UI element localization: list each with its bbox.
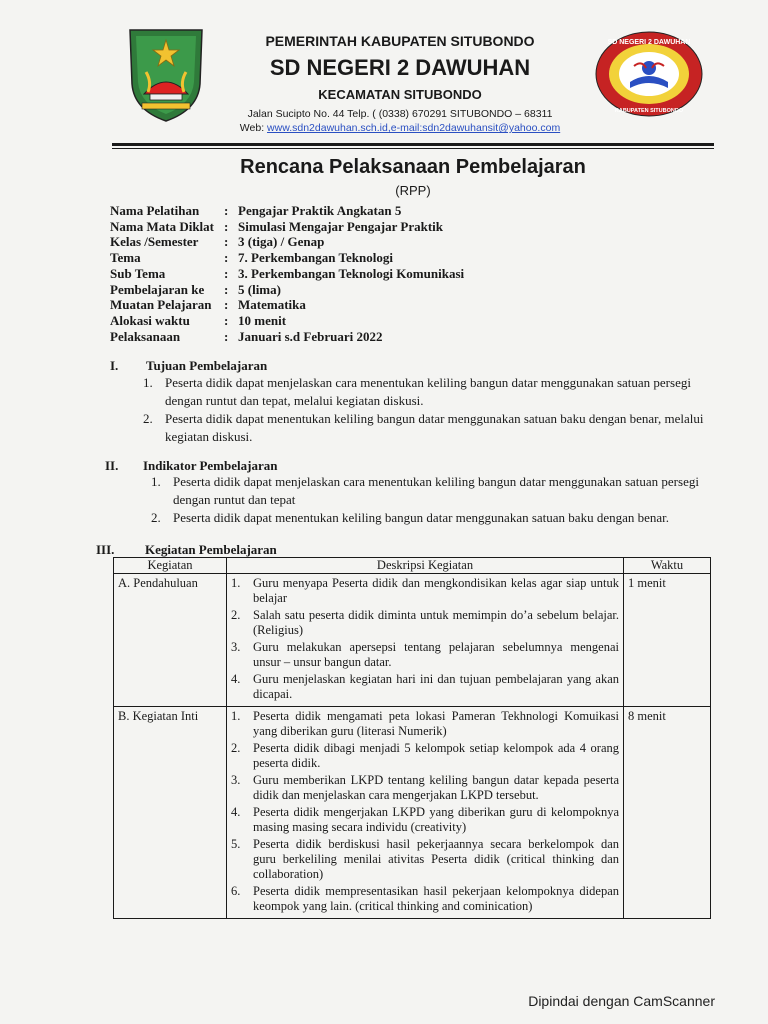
meta-row: Pelaksanaan : Januari s.d Februari 2022	[110, 328, 383, 344]
meta-row: Tema : 7. Perkembangan Teknologi	[110, 250, 393, 266]
district-name: KECAMATAN SITUBONDO	[318, 87, 482, 102]
row-kegiatan-name: A. Pendahuluan	[114, 574, 227, 707]
header-deskripsi: Deskripsi Kegiatan	[227, 558, 624, 574]
meta-row: Nama Mata Diklat : Simulasi Mengajar Pengajar Praktik	[110, 218, 443, 234]
web-label: Web:	[239, 122, 268, 134]
table-header-row	[114, 558, 711, 574]
list-item: 2. Peserta didik dibagi menjadi 5 kelompok setiap kelompok ada 4 orang peserta didik.	[231, 741, 619, 770]
scanner-watermark: Dipindai dengan CamScanner	[528, 993, 715, 1009]
meta-row: Alokasi waktu : 10 menit	[110, 312, 287, 328]
row-waktu: 8 menit	[624, 707, 711, 919]
letterhead-rule-thin	[112, 148, 714, 149]
doc-title: Rencana Pelaksanaan Pembelajaran	[240, 156, 586, 178]
table-row	[114, 574, 711, 707]
web-link[interactable]: www.sdn2dawuhan.sch.id,e-mail:sdn2dawuhansit@yahoo.com	[267, 122, 561, 134]
list-item: 4. Guru menjelaskan kegiatan hari ini dan tujuan pembelajaran yang akan dicapai.	[231, 672, 619, 701]
meta-info	[110, 203, 464, 344]
web-line	[210, 122, 590, 134]
list-item: 2. Peserta didik dapat menentukan keliling bangun datar menggunakan satuan baku dengan benar, melalui kegiatan diskusi.	[143, 411, 704, 444]
list-item: 2. Peserta didik dapat menentukan keliling bangun datar menggunakan satuan baku dengan benar.	[151, 510, 670, 525]
letterhead-rule-thick	[112, 143, 714, 146]
list-item: 1. Peserta didik dapat menjelaskan cara menentukan keliling bangun datar menggunakan satuan persegi dengan runtut dan tepat, melalui kegiatan diskusi.	[143, 375, 691, 408]
list-item: 1. Peserta didik mengamati peta lokasi Pameran Tekhnologi Komuikasi yang diberikan guru (literasi Numerik)	[231, 709, 619, 738]
seal-top-text: SD NEGERI 2 DAWUHAN	[607, 39, 691, 46]
tujuan-list	[143, 374, 713, 446]
list-item: 5. Peserta didik berdiskusi hasil pekerjaannya secara berkelompok dan guru berkeliling menilai ativitas Peserta didik (critical thinking dan collaboration)	[231, 837, 619, 881]
header-waktu: Waktu	[624, 558, 711, 574]
meta-row: Nama Pelatihan : Pengajar Praktik Angkatan 5	[110, 203, 402, 218]
list-item: 1. Guru menyapa Peserta didik dan mengkondisikan kelas agar siap untuk belajar	[231, 576, 619, 605]
kegiatan-table	[113, 557, 711, 919]
indikator-list	[151, 473, 713, 528]
row-waktu: 1 menit	[624, 574, 711, 707]
meta-row: Kelas /Semester : 3 (tiga) / Genap	[110, 234, 325, 250]
row-deskripsi	[227, 707, 624, 919]
table-row	[114, 707, 711, 919]
list-item: 4. Peserta didik mengerjakan LKPD yang diberikan guru di kelompoknya masing masing secara individu (creativity)	[231, 805, 619, 834]
list-item: 3. Guru melakukan apersepsi tentang pelajaran sebelumnya mengenai unsur – unsur bangun datar.	[231, 640, 619, 669]
doc-subtitle: (RPP)	[395, 183, 431, 198]
list-item: 6. Peserta didik mempresentasikan hasil pekerjaan kelompoknya didepan keompok yang lain. (critical thinking and cominication)	[231, 884, 619, 913]
list-item: 1. Peserta didik dapat menjelaskan cara menentukan keliling bangun datar menggunakan satuan persegi dengan runtut dan tepat	[151, 474, 699, 507]
regency-emblem-logo	[126, 24, 206, 124]
meta-row: Pembelajaran ke : 5 (lima)	[110, 281, 281, 297]
school-address: Jalan Sucipto No. 44 Telp. ( (0338) 670291 SITUBONDO – 68311	[247, 108, 553, 120]
row-kegiatan-name: B. Kegiatan Inti	[114, 707, 227, 919]
meta-row: Muatan Pelajaran : Matematika	[110, 297, 306, 313]
header-kegiatan: Kegiatan	[114, 558, 227, 574]
list-item: 2. Salah satu peserta didik diminta untuk memimpin do’a sebelum belajar.(Religius)	[231, 608, 619, 637]
school-seal-logo	[594, 30, 704, 118]
list-item: 3. Guru memberikan LKPD tentang keliling bangun datar kepada peserta didik dan menjelaskan cara mengerjakan LKPD tersebut.	[231, 773, 619, 802]
seal-bottom-text: KABUPATEN SITUBONDO	[614, 108, 684, 114]
meta-row: Sub Tema : 3. Perkembangan Teknologi Komunikasi	[110, 265, 465, 281]
school-name: SD NEGERI 2 DAWUHAN	[269, 55, 531, 80]
gov-name: PEMERINTAH KABUPATEN SITUBONDO	[265, 33, 535, 49]
row-deskripsi	[227, 574, 624, 707]
